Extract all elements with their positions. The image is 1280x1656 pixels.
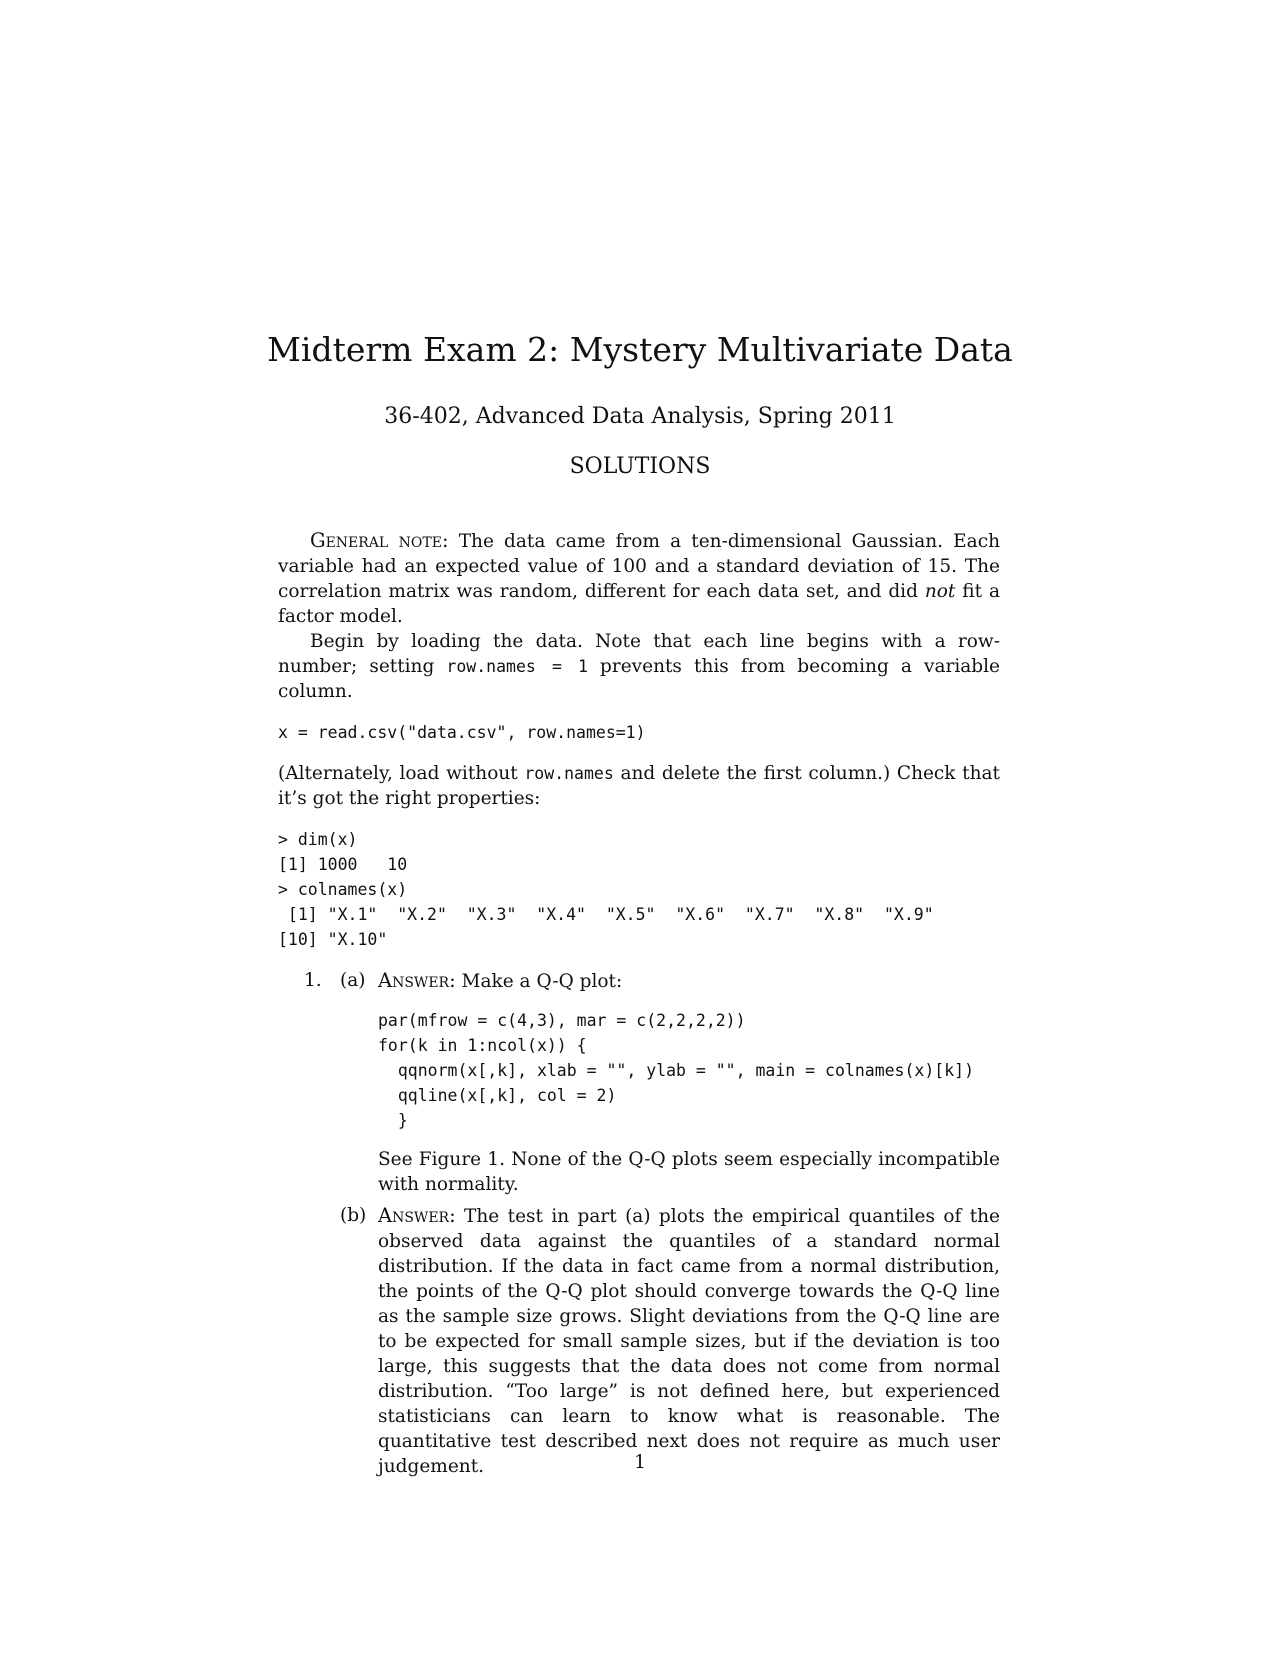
general-note-emphasis: not bbox=[924, 581, 956, 602]
question-1 bbox=[278, 968, 1000, 1479]
document-body bbox=[278, 528, 1000, 1479]
part-b-label: (b) bbox=[340, 1205, 367, 1226]
alternately-text-1: (Alternately, load without bbox=[278, 763, 518, 784]
loading-text-1: Begin by loading the data. Note that each line begins with a row-number; setting bbox=[278, 631, 1000, 677]
page-number: 1 bbox=[634, 1452, 646, 1473]
question-1-part-a bbox=[340, 968, 1000, 1197]
alternately-inline-code: row.names bbox=[524, 764, 614, 783]
part-a-label: (a) bbox=[340, 970, 366, 991]
code-qq-plot: par(mfrow = c(4,3), mar = c(2,2,2,2)) for(k in 1:ncol(x)) { qqnorm(x[,k], xlab = "", ylab = "", main = colnames(x)[k]) qqline(x[,k], col = 2) } bbox=[378, 1011, 975, 1130]
loading-paragraph bbox=[278, 629, 1000, 704]
general-note-text-2: fit a factor model. bbox=[278, 581, 1000, 627]
part-a-intro-text: Make a Q-Q plot: bbox=[461, 971, 623, 992]
document-title: Midterm Exam 2: Mystery Multivariate Data bbox=[267, 330, 1013, 369]
part-b-text-paragraph bbox=[378, 1203, 1000, 1479]
part-a-followup: See Figure 1. None of the Q-Q plots seem especially incompatible with normality. bbox=[378, 1149, 1000, 1195]
alternately-paragraph bbox=[278, 761, 1000, 811]
part-b-answer-label: Answer: bbox=[378, 1204, 456, 1227]
code-read-csv: x = read.csv("data.csv", row.names=1) bbox=[278, 723, 646, 742]
general-note-paragraph bbox=[278, 528, 1000, 629]
loading-text-2: prevents this from becoming a variable column. bbox=[278, 656, 1000, 702]
question-1-part-b bbox=[340, 1203, 1000, 1479]
general-note-text-1: The data came from a ten-dimensional Gaussian. Each variable had an expected value of 100 and a standard deviation of 15. The correlation matrix was random, different for each data set, and did bbox=[278, 531, 1000, 602]
general-note-label: General note: bbox=[310, 529, 449, 552]
course-subtitle: 36-402, Advanced Data Analysis, Spring 2011 bbox=[384, 404, 896, 429]
part-a-answer-label: Answer: bbox=[378, 969, 456, 992]
loading-inline-code: row.names = 1 bbox=[446, 657, 588, 676]
alternately-text-2: and delete the first column.) Check that it’s got the right properties: bbox=[278, 763, 1000, 809]
part-b-text: The test in part (a) plots the empirical quantiles of the observed data against the quantiles of a standard normal distribution. If the data in fact came from a normal distribution, the points of the Q-Q plot should converge towards the Q-Q line as the sample size grows. Slight deviations from the Q-Q line are to be expected for small sample sizes, but if the deviation is too large, this suggests that the data does not come from normal distribution. “Too large” is not defined here, but experienced statisticians can learn to know what is reasonable. The quantitative test described next does not require as much user judgement. bbox=[378, 1206, 1000, 1477]
part-a-intro bbox=[378, 968, 1000, 994]
question-1-number: 1. bbox=[304, 970, 322, 991]
code-dim-colnames: > dim(x) [1] 1000 10 > colnames(x) [1] "X.1" "X.2" "X.3" "X.4" "X.5" "X.6" "X.7" "X.8" "X.9" [10] "X.10" bbox=[278, 830, 934, 949]
solutions-heading: SOLUTIONS bbox=[569, 454, 711, 479]
